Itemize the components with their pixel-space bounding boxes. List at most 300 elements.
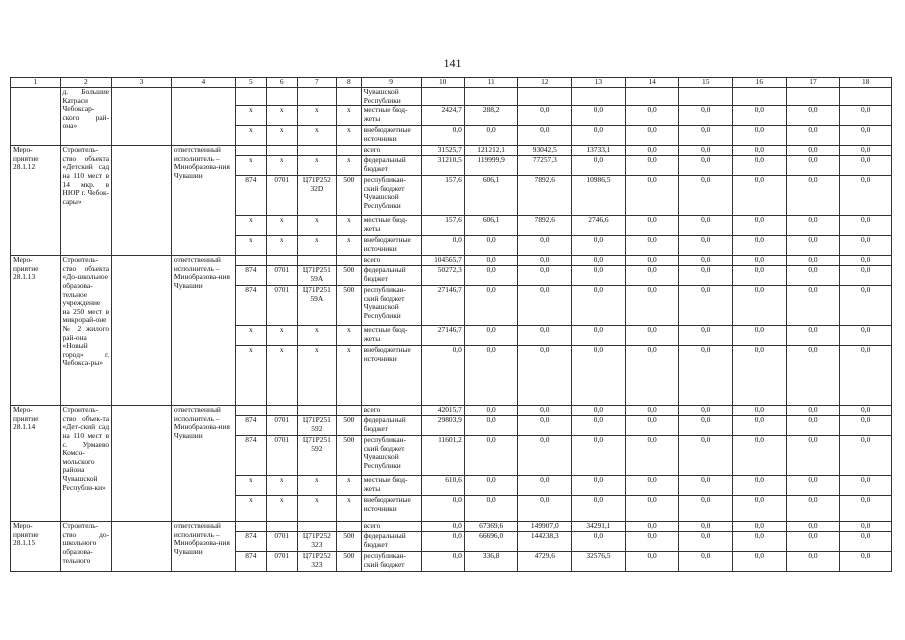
table-cell: 0,0 [786,126,840,146]
table-cell [235,146,266,156]
table-cell: x [266,496,297,522]
table-cell: республикан-ский бюджет Чувашской Республики [361,436,421,476]
table-cell: 2424,7 [421,106,464,126]
table-cell: 0,0 [733,406,787,416]
table-cell: 42015,7 [421,406,464,416]
table-cell [235,256,266,266]
table-cell: 0,0 [572,416,626,436]
table-cell: 0,0 [840,176,892,216]
table-cell: x [336,496,361,522]
table-cell: 0,0 [679,346,733,406]
table-cell: республикан-ский бюджет Чувашской Республики [361,286,421,326]
table-cell: 0,0 [572,326,626,346]
table-cell [625,88,679,106]
table-cell: x [336,126,361,146]
table-cell: 66696,0 [464,532,518,552]
table-row [11,522,892,532]
table-cell: 157,6 [421,176,464,216]
event-name-cell: Строитель-ство объек-та «Дет-ский сад на 110 мест в с. Урмаево Комсо-мольского района Чувашской Республи-ки» [60,406,112,522]
table-cell: 0,0 [840,416,892,436]
table-cell: 0,0 [786,532,840,552]
header-row [11,78,892,88]
table-cell: 0,0 [733,416,787,436]
table-cell: 0,0 [786,146,840,156]
table-cell [297,256,336,266]
table-cell: 0701 [266,266,297,286]
table-cell: федеральный бюджет [361,266,421,286]
table-cell: 0,0 [786,266,840,286]
table-cell: 500 [336,436,361,476]
table-cell [336,146,361,156]
table-cell: 0,0 [786,476,840,496]
table-cell: 500 [336,532,361,552]
table-cell: x [336,216,361,236]
table-cell: x [266,476,297,496]
table-cell: федеральный бюджет [361,532,421,552]
table-cell: 0,0 [679,436,733,476]
table-cell: 500 [336,176,361,216]
table-cell: Ц71Р252 32D [297,176,336,216]
header-cell: 15 [679,78,733,88]
table-cell: 0,0 [733,552,787,572]
table-cell: 0,0 [840,266,892,286]
table-cell: 0,0 [733,522,787,532]
table-cell [235,522,266,532]
table-cell: Ц71Р251 59А [297,266,336,286]
table-cell: 0,0 [421,522,464,532]
table-cell [336,406,361,416]
table-cell: 0,0 [518,436,572,476]
table-cell: 0,0 [421,346,464,406]
table-cell: 874 [235,532,266,552]
table-cell: Ц71Р252 323 [297,532,336,552]
table-cell: 0,0 [786,496,840,522]
table-cell: 121212,1 [464,146,518,156]
table-cell: 0,0 [679,522,733,532]
table-cell: 119999,9 [464,156,518,176]
table-cell: 0,0 [464,496,518,522]
table-cell: федеральный бюджет [361,156,421,176]
table-cell: 0,0 [625,416,679,436]
table-cell: x [266,326,297,346]
table-cell: 0,0 [733,532,787,552]
table-cell: 0,0 [572,156,626,176]
table-cell: x [297,496,336,522]
table-cell [336,522,361,532]
table-cell [733,88,787,106]
executor-cell: ответственный исполнитель – Минобразова-ния Чувашии [171,522,235,572]
table-cell: 0,0 [679,156,733,176]
table-cell: 0,0 [679,256,733,266]
executor-cell: ответственный исполнитель – Минобразова-ния Чувашии [171,256,235,406]
source-cell: Чувашской Республики [361,88,421,106]
table-cell: 0,0 [840,236,892,256]
table-cell: 0,0 [572,496,626,522]
table-cell: 27146,7 [421,286,464,326]
table-cell: 0,0 [840,106,892,126]
table-cell: 0,0 [840,436,892,476]
table-cell: 0,0 [625,256,679,266]
table-cell: x [297,156,336,176]
table-cell: 0,0 [464,266,518,286]
executor-cell: ответственный исполнитель – Минобразова-ния Чувашии [171,146,235,256]
table-cell [572,88,626,106]
table-cell: 0,0 [786,406,840,416]
table-cell: 10986,5 [572,176,626,216]
table-cell: 0,0 [840,532,892,552]
table-cell: x [235,326,266,346]
table-cell: 0,0 [840,406,892,416]
table-cell: 874 [235,436,266,476]
table-cell: 0,0 [625,126,679,146]
table-cell: 0,0 [625,266,679,286]
event-name-cell: д. Большие Катраси Чебоксар-ского рай-она» [60,88,112,146]
table-cell: x [235,156,266,176]
table-cell: 0,0 [464,326,518,346]
table-cell: 0,0 [518,286,572,326]
page-number: 141 [443,56,462,70]
header-cell: 4 [171,78,235,88]
table-cell: республикан-ский бюджет Чувашской Республики [361,176,421,216]
table-cell: 874 [235,416,266,436]
table-cell: Ц71Р251 592 [297,436,336,476]
table-cell: x [336,156,361,176]
table-cell: 29803,9 [421,416,464,436]
table-cell: 0,0 [625,476,679,496]
table-cell: x [235,476,266,496]
header-cell: 9 [361,78,421,88]
executor-cell: ответственный исполнитель – Минобразова-ния Чувашии [171,406,235,522]
event-id-cell: Меро-приятие 28.1.15 [11,522,61,572]
table-cell: 0,0 [786,156,840,176]
table-cell [266,522,297,532]
table-cell: 0,0 [518,416,572,436]
header-cell: 5 [235,78,266,88]
coexecutor-cell [112,522,172,572]
table-cell: x [266,126,297,146]
table-cell: местные бюд-жеты [361,216,421,236]
table-cell: x [235,126,266,146]
table-cell: x [266,236,297,256]
table-cell: республикан-ский бюджет [361,552,421,572]
table-cell: 0,0 [572,286,626,326]
table-cell: федеральный бюджет [361,416,421,436]
table-cell: 0,0 [421,126,464,146]
table-cell: 0,0 [625,176,679,216]
table-cell: 0,0 [840,496,892,522]
table-cell [266,256,297,266]
coexecutor-cell [112,256,172,406]
table-cell: 610,6 [421,476,464,496]
table-cell: x [336,326,361,346]
table-cell: 0,0 [679,476,733,496]
table-cell: 27146,7 [421,326,464,346]
table-cell: 0,0 [679,552,733,572]
table-cell: x [297,126,336,146]
table-cell: 0,0 [733,256,787,266]
table-cell: 0,0 [679,146,733,156]
table-cell: 0,0 [625,286,679,326]
header-cell: 1 [11,78,61,88]
table-cell: 31210,5 [421,156,464,176]
table-cell: 606,1 [464,176,518,216]
rz-cell [266,88,297,106]
event-name-cell: Строитель-ство объекта «До-школьное образова-тельное учреждение на 250 мест в микрорай-оне № 2 жилого рай-она «Новый город» г. Чебокса-ры» [60,256,112,406]
table-cell: 0701 [266,416,297,436]
table-cell: 0,0 [518,496,572,522]
table-cell: 0,0 [518,406,572,416]
table-cell: внебюджетные источники [361,346,421,406]
table-cell: 104565,7 [421,256,464,266]
budget-table [10,77,892,572]
table-cell: местные бюд-жеты [361,476,421,496]
table-cell: 0,0 [733,266,787,286]
event-id-cell: Меро-приятие 28.1.13 [11,256,61,406]
table-cell: x [266,346,297,406]
table-cell: 0701 [266,436,297,476]
table-cell: 0,0 [840,522,892,532]
table-cell: 50272,3 [421,266,464,286]
table-cell: 0,0 [625,532,679,552]
table-cell: 0,0 [786,236,840,256]
coexecutor-cell [112,88,172,146]
table-cell [421,88,464,106]
table-cell: x [297,326,336,346]
table-cell: 500 [336,266,361,286]
table-cell: 13733,1 [572,146,626,156]
table-cell: 0,0 [786,416,840,436]
table-cell: 0,0 [786,106,840,126]
table-cell: x [336,236,361,256]
table-cell: x [235,236,266,256]
header-cell: 11 [464,78,518,88]
table-cell: 0,0 [625,216,679,236]
cs-cell [297,88,336,106]
header-cell: 10 [421,78,464,88]
table-cell: 0,0 [625,346,679,406]
source-cell: внебюджетные источники [361,126,421,146]
table-cell: 0,0 [733,156,787,176]
table-cell: 0,0 [518,266,572,286]
table-cell: 32576,5 [572,552,626,572]
table-cell: 0,0 [840,146,892,156]
table-cell: 288,2 [464,106,518,126]
table-cell: 0,0 [679,406,733,416]
table-cell: 874 [235,552,266,572]
table-cell: всего [361,256,421,266]
table-cell: x [235,216,266,236]
table-cell: 0,0 [733,436,787,476]
event-id-cell: Меро-приятие 28.1.14 [11,406,61,522]
vr-cell [336,88,361,106]
table-cell: 0701 [266,286,297,326]
table-cell: 0,0 [840,216,892,236]
table-cell: 0701 [266,552,297,572]
table-cell: 31525,7 [421,146,464,156]
table-cell [297,522,336,532]
header-cell: 13 [572,78,626,88]
executor-cell [171,88,235,146]
table-cell: x [235,346,266,406]
table-cell: 0,0 [421,236,464,256]
table-cell: 0,0 [572,236,626,256]
table-cell: 0,0 [840,346,892,406]
table-cell: 0,0 [679,176,733,216]
table-cell: 0,0 [421,552,464,572]
header-cell: 2 [60,78,112,88]
table-cell: x [266,106,297,126]
table-cell: 0,0 [572,532,626,552]
header-cell: 16 [733,78,787,88]
table-cell: 0,0 [840,126,892,146]
table-cell: внебюджетные источники [361,496,421,522]
table-cell: 500 [336,552,361,572]
table-cell: 0,0 [518,326,572,346]
table-cell: 67369,6 [464,522,518,532]
header-cell: 7 [297,78,336,88]
table-cell: 0,0 [733,146,787,156]
table-cell: Ц71Р251 592 [297,416,336,436]
table-cell: 874 [235,266,266,286]
table-cell: 0,0 [679,106,733,126]
table-cell: 0,0 [625,522,679,532]
table-cell: x [297,216,336,236]
table-cell: 0,0 [733,176,787,216]
table-cell: 0,0 [625,436,679,476]
table-cell: 0,0 [679,496,733,522]
header-cell: 8 [336,78,361,88]
table-cell: x [336,476,361,496]
header-cell: 14 [625,78,679,88]
table-cell: 0,0 [518,346,572,406]
table-cell: 11601,2 [421,436,464,476]
table-cell: 149907,0 [518,522,572,532]
table-row [11,146,892,156]
table-cell: 0,0 [840,286,892,326]
table-cell: 0,0 [464,126,518,146]
table-cell: 0,0 [464,416,518,436]
table-cell: местные бюд-жеты [361,326,421,346]
table-cell: x [297,106,336,126]
table-cell: 0,0 [786,176,840,216]
table-cell [266,406,297,416]
coexecutor-cell [112,146,172,256]
table-cell: 874 [235,286,266,326]
table-cell: x [266,216,297,236]
table-cell: 0701 [266,176,297,216]
table-cell: 0,0 [572,406,626,416]
table-cell [297,146,336,156]
table-cell: 7892,6 [518,176,572,216]
table-cell: 0,0 [518,126,572,146]
table-cell: 0,0 [786,286,840,326]
header-cell: 17 [786,78,840,88]
table-cell: 0,0 [786,552,840,572]
table-cell: 0,0 [572,266,626,286]
table-cell: 0,0 [733,326,787,346]
table-cell: 0,0 [733,496,787,522]
table-cell: всего [361,146,421,156]
table-cell: x [297,236,336,256]
table-cell: 0,0 [625,106,679,126]
header-cell: 12 [518,78,572,88]
header-cell: 6 [266,78,297,88]
source-cell: местные бюд-жеты [361,106,421,126]
table-cell: 0,0 [625,146,679,156]
table-cell: 0,0 [840,552,892,572]
table-cell: 0,0 [786,256,840,266]
table-cell: 0,0 [786,346,840,406]
table-cell: 0,0 [786,326,840,346]
table-cell: 0,0 [679,532,733,552]
table-cell: x [336,346,361,406]
table-cell: 0,0 [625,496,679,522]
table-cell [336,256,361,266]
table-cell: 0,0 [679,326,733,346]
event-name-cell: Строитель-ство до-школьного образова-тельного [60,522,112,572]
table-cell: 0,0 [679,286,733,326]
table-cell: 0,0 [786,522,840,532]
table-cell: 34291,1 [572,522,626,532]
table-cell [840,88,892,106]
table-cell: 0,0 [625,326,679,346]
table-cell: 4729,6 [518,552,572,572]
table-cell: 0,0 [679,236,733,256]
table-cell: 0,0 [518,106,572,126]
table-cell: x [297,346,336,406]
table-cell: 0,0 [840,476,892,496]
table-cell: 0,0 [421,496,464,522]
table-cell: 874 [235,176,266,216]
table-cell: 0,0 [840,326,892,346]
table-cell: 0,0 [625,156,679,176]
table-cell [266,146,297,156]
table-cell: Ц71Р252 323 [297,552,336,572]
table-cell: 0,0 [840,256,892,266]
table-cell: внебюджетные источники [361,236,421,256]
table-cell: 0,0 [572,126,626,146]
event-id-cell [11,88,61,146]
header-cell: 18 [840,78,892,88]
table-cell: x [266,156,297,176]
table-cell: 0,0 [464,286,518,326]
table-cell: 0,0 [464,436,518,476]
table-cell [518,88,572,106]
table-cell: 0,0 [840,156,892,176]
table-cell: x [235,496,266,522]
table-row [11,88,892,106]
table-cell: 0,0 [733,126,787,146]
table-cell: 0,0 [625,552,679,572]
header-cell: 3 [112,78,172,88]
table-cell: 0,0 [518,256,572,266]
table-cell [679,88,733,106]
table-cell: x [297,476,336,496]
table-row [11,256,892,266]
table-cell: 0,0 [679,266,733,286]
table-row [11,406,892,416]
table-cell: 0,0 [572,346,626,406]
table-cell: 0,0 [464,476,518,496]
table-cell: 7892,6 [518,216,572,236]
table-cell: всего [361,406,421,416]
table-cell: 157,6 [421,216,464,236]
table-cell: Ц71Р251 59А [297,286,336,326]
table-cell: 0,0 [733,346,787,406]
table-cell: 0,0 [464,236,518,256]
table-cell: x [235,106,266,126]
table-cell: 0,0 [786,216,840,236]
